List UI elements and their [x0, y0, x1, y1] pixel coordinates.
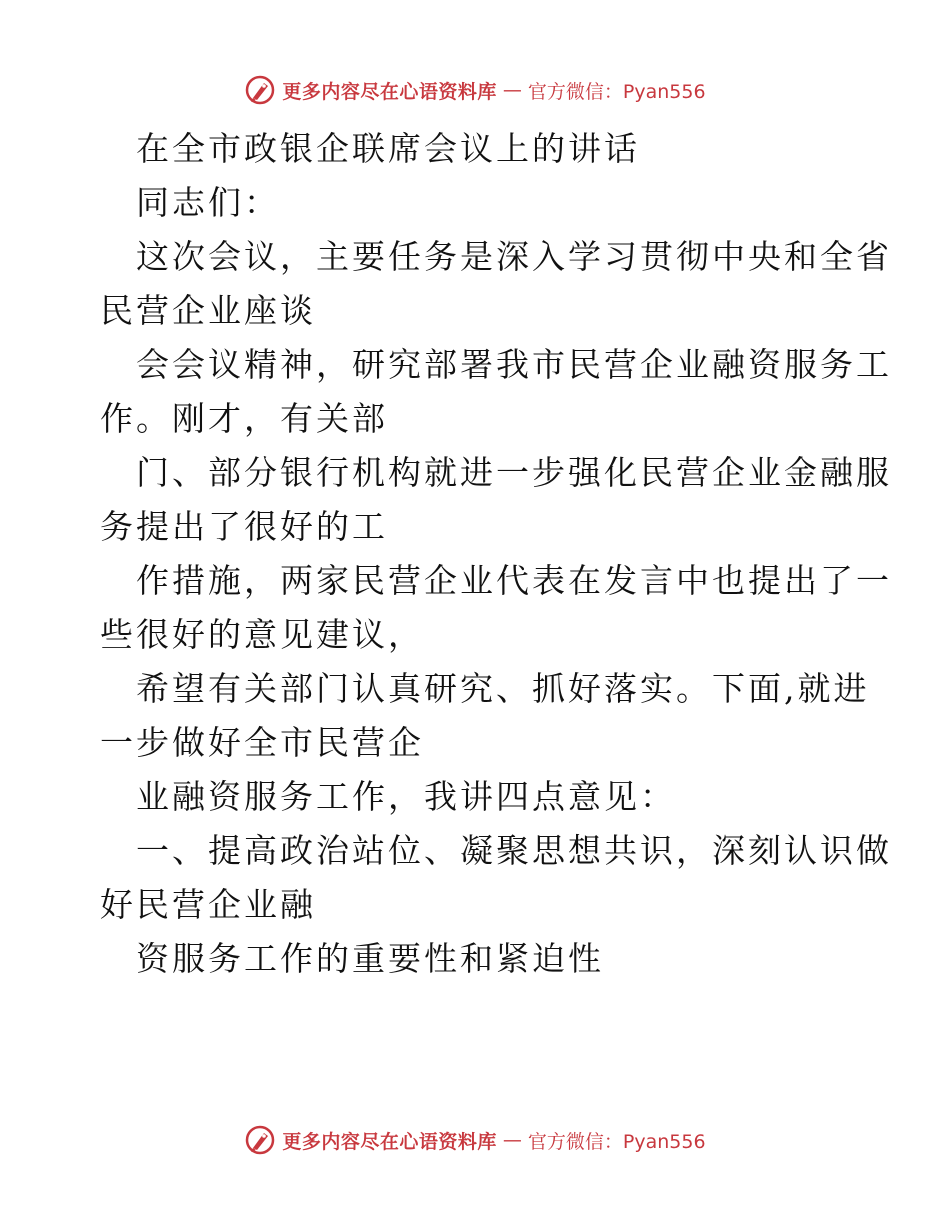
paragraph-line: 作措施，两家民营企业代表在发言中也提出了一 — [136, 561, 892, 600]
paragraph-line: 业融资服务工作，我讲四点意见： — [136, 777, 676, 816]
pen-nib-icon — [244, 74, 276, 106]
paragraph-line: 务提出了很好的工 — [100, 507, 388, 546]
header-watermark — [0, 70, 950, 110]
paragraph-line: 这次会议，主要任务是深入学习贯彻中央和全省 — [136, 237, 892, 276]
document-body — [0, 122, 950, 986]
watermark-separator: — — [502, 79, 522, 101]
watermark-contact: 官方微信：Pyan556 — [527, 1130, 706, 1153]
paragraph-line: 希望有关部门认真研究、抓好落实。下面,就进 — [136, 669, 870, 708]
footer-watermark — [0, 1120, 950, 1160]
paragraph-line: 一步做好全市民营企 — [100, 723, 424, 762]
paragraph — [0, 554, 950, 662]
watermark-brand: 更多内容尽在心语资料库 — [282, 1130, 497, 1153]
salutation: 同志们： — [136, 183, 280, 222]
paragraph — [0, 338, 950, 446]
document-title: 在全市政银企联席会议上的讲话 — [136, 129, 640, 168]
paragraph-line: 资服务工作的重要性和紧迫性 — [136, 939, 604, 978]
paragraph-line: 作。刚才，有关部 — [100, 399, 388, 438]
watermark-separator: — — [502, 1129, 522, 1151]
section-heading — [0, 824, 950, 932]
paragraph — [0, 230, 950, 338]
paragraph-line: 门、部分银行机构就进一步强化民营企业金融服 — [136, 453, 892, 492]
paragraph-line: 些很好的意见建议， — [100, 615, 424, 654]
pen-nib-icon — [244, 1124, 276, 1156]
watermark-brand: 更多内容尽在心语资料库 — [282, 80, 497, 103]
paragraph-line: 一、提高政治站位、凝聚思想共识，深刻认识做 — [136, 831, 892, 870]
paragraph-line: 好民营企业融 — [100, 885, 316, 924]
watermark-contact: 官方微信：Pyan556 — [527, 80, 706, 103]
paragraph-line: 会会议精神，研究部署我市民营企业融资服务工 — [136, 345, 892, 384]
paragraph-line: 民营企业座谈 — [100, 291, 316, 330]
paragraph — [0, 446, 950, 554]
paragraph — [0, 662, 950, 770]
